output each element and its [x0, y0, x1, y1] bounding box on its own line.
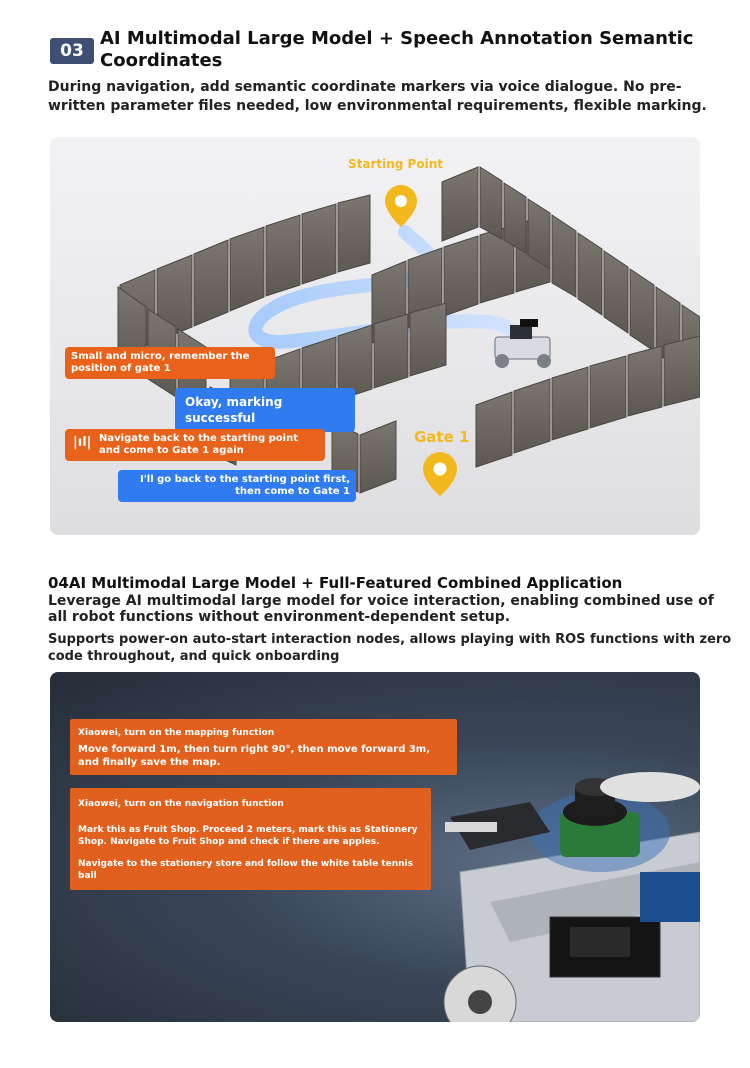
user-voice-bubble	[65, 429, 325, 461]
starting-point-pin-icon	[385, 185, 417, 227]
section-title: AI Multimodal Large Model + Speech Annotation Semantic Coordinates	[100, 28, 694, 71]
robot-reply-bubble: I'll go back to the starting point first, then come to Gate 1	[118, 470, 356, 502]
user-voice-text: Navigate back to the starting point and come to Gate 1 again	[99, 433, 299, 456]
waveform-icon: |ıl|	[73, 435, 92, 450]
mapping-command-box	[70, 719, 457, 775]
user-voice-bubble: Small and micro, remember the position of gate 1	[65, 347, 275, 379]
mapping-steps-text: Move forward 1m, then turn right 90°, then move forward 3m, and finally save the map.	[78, 744, 431, 768]
mapping-command-text: Xiaowei, turn on the mapping function	[78, 728, 275, 738]
section-description: During navigation, add semantic coordinate markers via voice dialogue. No pre-written parameter files needed, low environmental requirements, flexible marking.	[48, 79, 707, 114]
gate-1-label: Gate 1	[414, 428, 470, 446]
section-description: Leverage AI multimodal large model for voice interaction, enabling combined use of all robot functions without environment-dependent setup.	[48, 593, 714, 625]
robot-scene-illustration	[50, 672, 700, 1022]
gate-1-pin-icon	[423, 452, 457, 496]
section-description-secondary: Supports power-on auto-start interaction nodes, allows playing with ROS functions with zero code throughout, and quick onboarding	[48, 632, 732, 664]
section-title: 04AI Multimodal Large Model + Full-Featured Combined Application	[48, 574, 623, 592]
navigation-command-text: Xiaowei, turn on the navigation function	[78, 799, 284, 809]
navigation-followup-text: Navigate to the stationery store and follow the white table tennis ball	[78, 859, 413, 881]
starting-point-label: Starting Point	[348, 157, 443, 171]
section-number-badge: 03	[50, 38, 94, 64]
navigation-map-illustration	[50, 137, 700, 535]
navigation-command-box	[70, 788, 431, 890]
navigation-steps-text: Mark this as Fruit Shop. Proceed 2 meters, mark this as Stationery Shop. Navigate to Fruit Shop and check if there are apples.	[78, 825, 418, 847]
robot-reply-bubble: Okay, marking successful	[175, 388, 355, 432]
